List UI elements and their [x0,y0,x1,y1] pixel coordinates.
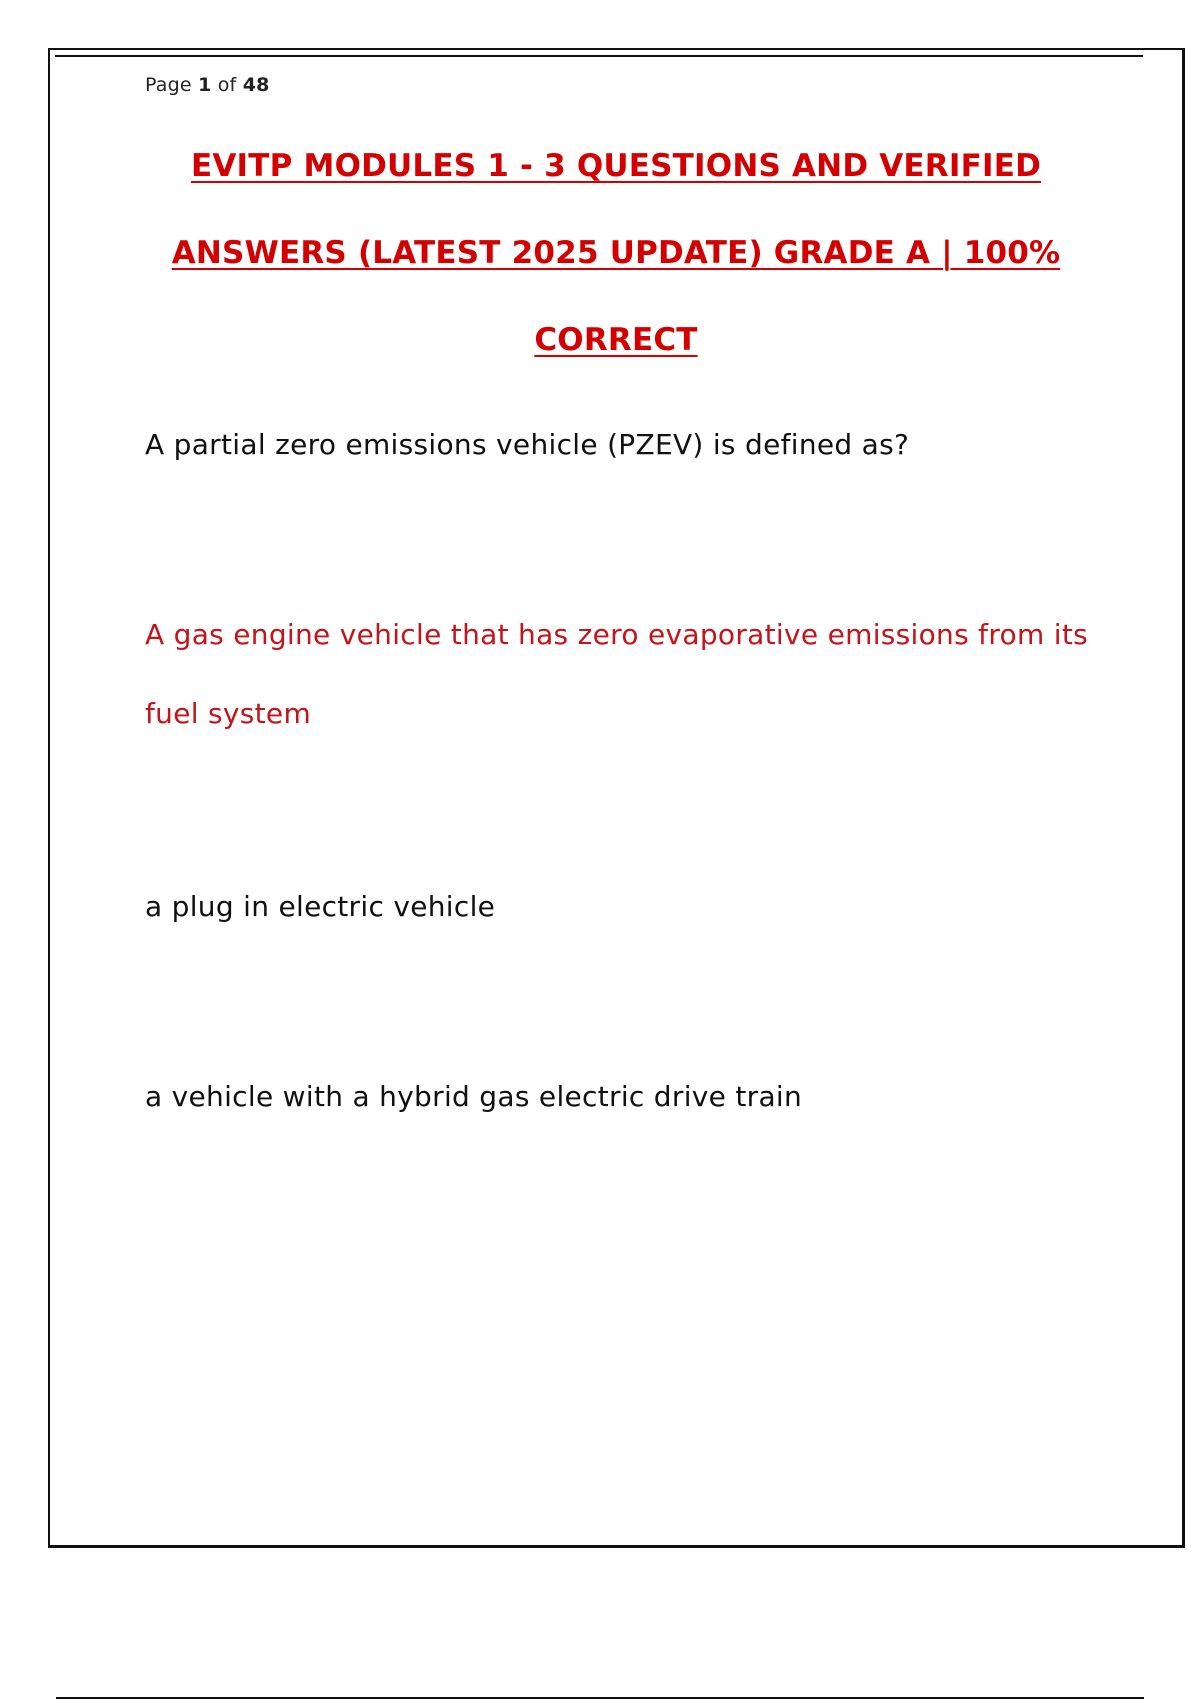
document-title-line-1: EVITP MODULES 1 - 3 QUESTIONS AND VERIFIED [190,148,1042,184]
answer-option: a vehicle with a hybrid gas electric drive train [145,1080,803,1113]
page-border [48,48,1185,1548]
page-total: 48 [242,74,270,96]
top-rule [55,55,1143,57]
document-title-line-3: CORRECT [534,322,698,358]
answer-option: a plug in electric vehicle [145,890,496,923]
bottom-rule [56,1697,1144,1699]
correct-answer-line-1: A gas engine vehicle that has zero evaporative emissions from its [145,618,1088,651]
page-label: Page [145,74,192,96]
page-separator: of [217,74,237,96]
correct-answer-line-2: fuel system [145,697,312,730]
page-number [145,74,270,96]
document-title-line-2: ANSWERS (LATEST 2025 UPDATE) GRADE A | 100% [171,235,1061,271]
question-text: A partial zero emissions vehicle (PZEV) is defined as? [145,428,910,461]
page-current: 1 [198,74,212,96]
